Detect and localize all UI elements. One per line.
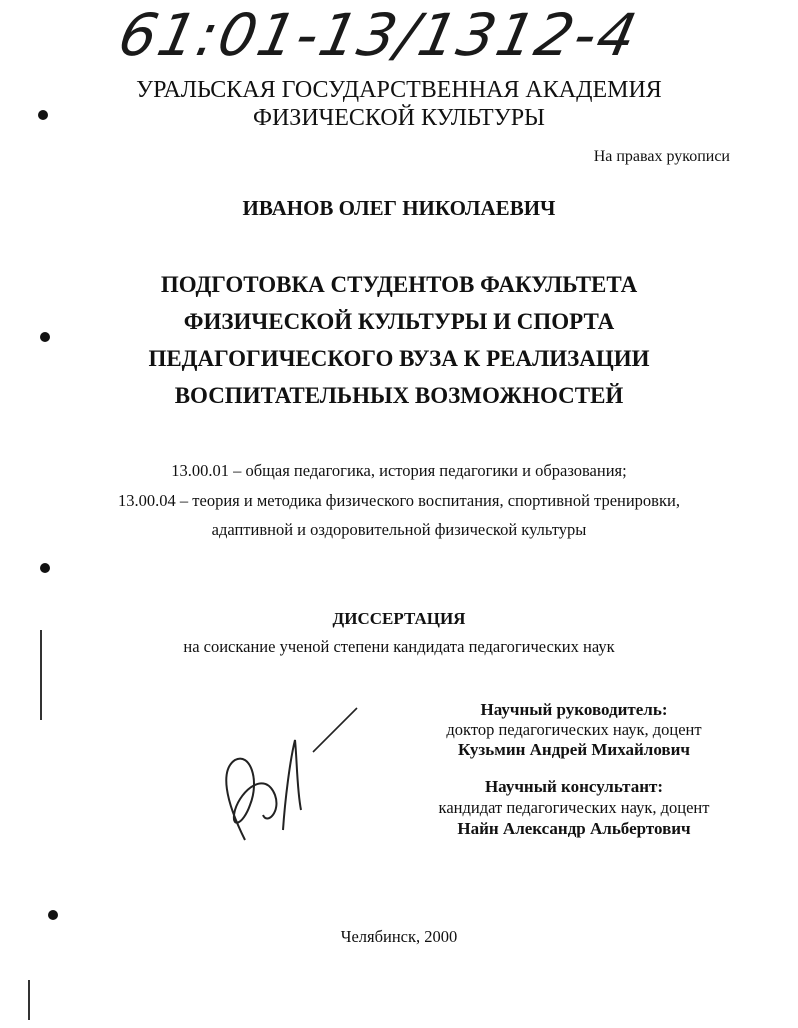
organization-line-2: ФИЗИЧЕСКОЙ КУЛЬТУРЫ [253, 105, 545, 131]
title-line-1: ПОДГОТОВКА СТУДЕНТОВ ФАКУЛЬТЕТА [160, 272, 638, 297]
binding-hole-icon [38, 110, 48, 120]
consultant-degree: кандидат педагогических наук, доцент [438, 798, 710, 817]
title-line-4: ВОСПИТАТЕЛЬНЫХ ВОЗМОЖНОСТЕЙ [174, 383, 624, 408]
organization-line-1: УРАЛЬСКАЯ ГОСУДАРСТВЕННАЯ АКАДЕМИЯ [136, 77, 662, 103]
dissertation-heading: ДИССЕРТАЦИЯ [332, 609, 466, 628]
specialty-line-1: 13.00.01 – общая педагогика, история педагогики и образования; [171, 461, 627, 480]
city-year: Челябинск, 2000 [340, 927, 458, 946]
archive-number: 61:01-13/1312-4 [112, 1, 645, 69]
specialty-line-3: адаптивной и оздоровительной физической культуры [211, 520, 587, 539]
title-line-2: ФИЗИЧЕСКОЙ КУЛЬТУРЫ И СПОРТА [183, 309, 615, 334]
title-line-3: ПЕДАГОГИЧЕСКОГО ВУЗА К РЕАЛИЗАЦИИ [148, 346, 650, 371]
binding-hole-icon [48, 910, 58, 920]
scan-edge-mark [40, 630, 42, 720]
consultant-label: Научный консультант: [484, 777, 664, 796]
scan-edge-mark [28, 980, 30, 1020]
supervisor-degree: доктор педагогических наук, доцент [446, 720, 702, 739]
specialty-line-2: 13.00.04 – теория и методика физического воспитания, спортивной тренировки, [118, 491, 680, 510]
dissertation-subtitle: на соискание ученой степени кандидата педагогических наук [183, 637, 615, 656]
rights-note: На правах рукописи [593, 148, 730, 165]
binding-hole-icon [40, 563, 50, 573]
consultant-name: Найн Александр Альбертович [457, 819, 691, 838]
supervisor-label: Научный руководитель: [480, 700, 668, 719]
author-name: ИВАНОВ ОЛЕГ НИКОЛАЕВИЧ [242, 196, 556, 220]
supervisor-name: Кузьмин Андрей Михайлович [458, 740, 690, 759]
handwritten-signature-icon [205, 700, 365, 850]
binding-hole-icon [40, 332, 50, 342]
